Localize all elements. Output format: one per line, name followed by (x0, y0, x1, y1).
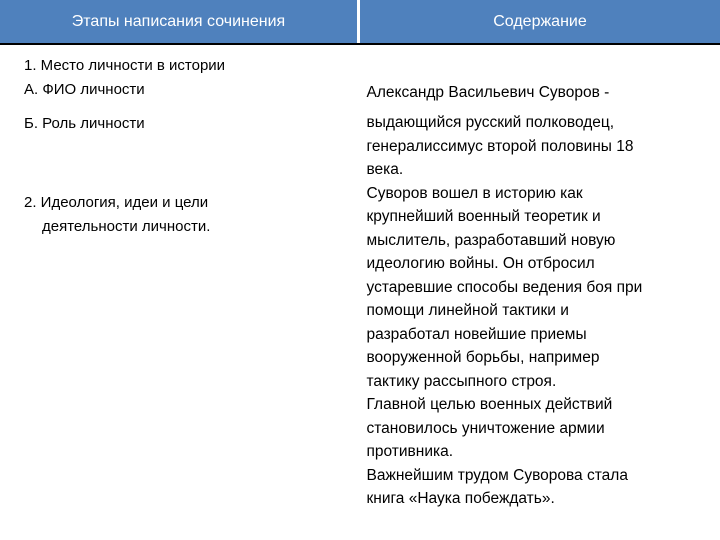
content-line: выдающийся русский полководец, (366, 114, 615, 131)
content-line: помощи линейной тактики и (366, 302, 569, 319)
stages-column (0, 43, 359, 540)
content-line: устаревшие способы ведения боя при (366, 278, 643, 296)
content-line: Суворов вошел в историю как (366, 184, 583, 202)
content-line: вооруженной борьбы, например (366, 349, 600, 366)
content-line: становилось уничтожение армии (366, 419, 605, 437)
content-line: идеологию войны. Он отбросил (366, 255, 595, 272)
stage-1b: Б. Роль личности (24, 115, 145, 132)
stage-2-line-1: 2. Идеология, идеи и цели (24, 194, 209, 211)
content-cell (359, 43, 720, 540)
stage-1-line-2: А. ФИО личности (24, 81, 145, 98)
content-line: разработал новейшие приемы (366, 325, 587, 343)
content-line: Важнейшим трудом Суворова стала (366, 466, 628, 484)
header-stages: Этапы написания сочинения (0, 0, 359, 43)
content-line: крупнейший военный теоретик и (366, 208, 601, 225)
stages-cell (0, 43, 359, 540)
header-divider (0, 43, 720, 45)
content-line: мыслитель, разработавший новую (366, 231, 616, 249)
stage-1-line-1: 1. Место личности в истории (24, 57, 226, 74)
content-line: книга «Наука побеждать». (366, 490, 555, 507)
content-line: Главной целью военных действий (366, 396, 613, 413)
table-body-row (0, 43, 720, 540)
content-line: противника. (366, 443, 454, 460)
stage-2-line-2: деятельности личности. (42, 218, 211, 235)
table-header-row (0, 0, 720, 43)
person-name (367, 81, 712, 105)
content-column (359, 43, 720, 540)
person-name-line: Александр Васильевич Суворов - (366, 84, 610, 101)
header-content: Содержание (359, 0, 720, 43)
content-line: века. (366, 161, 404, 178)
content-line: генералиссимус второй половины 18 (366, 137, 634, 155)
content-paragraphs (367, 111, 712, 511)
content-line: тактику рассыпного строя. (366, 372, 557, 390)
